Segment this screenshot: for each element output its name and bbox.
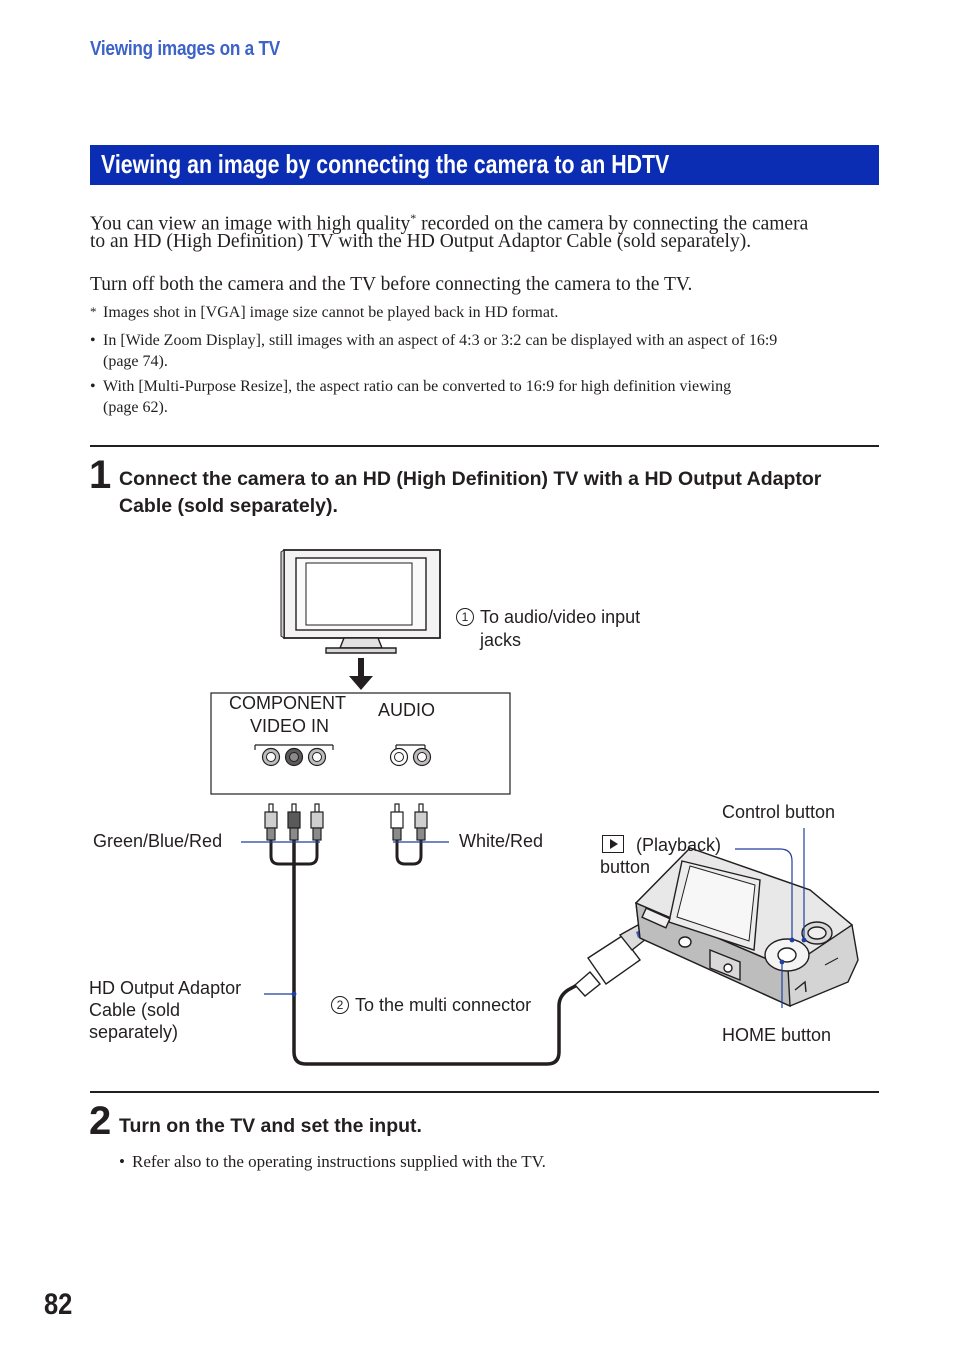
home-button-label: HOME button bbox=[722, 1025, 832, 1045]
white-red-label: White/Red bbox=[459, 831, 544, 851]
hd-cable-label-line1: HD Output Adaptor bbox=[89, 978, 242, 998]
bullet-mark: • bbox=[90, 332, 96, 349]
component-label-line1: COMPONENT bbox=[229, 693, 346, 713]
step1-heading-line2: Cable (sold separately). bbox=[119, 495, 338, 517]
camera-illustration bbox=[636, 848, 858, 1006]
footnote-text: Images shot in [VGA] image size cannot be played back in HD format. bbox=[103, 304, 559, 321]
callout-audio-video-jacks-line2: jacks bbox=[480, 630, 522, 650]
playback-icon bbox=[602, 835, 624, 853]
multi-connector-plug bbox=[575, 925, 646, 996]
callout-multi-connector bbox=[331, 994, 531, 1016]
section-title: Viewing an image by connecting the camera to an HDTV bbox=[101, 149, 670, 179]
audio-label: AUDIO bbox=[378, 700, 436, 720]
playback-button-label bbox=[602, 834, 721, 856]
hd-output-cable bbox=[271, 840, 590, 1064]
callout-audio-video-jacks bbox=[456, 606, 640, 628]
rca-plugs bbox=[265, 804, 427, 840]
step2-divider bbox=[90, 1091, 879, 1093]
page-number: 82 bbox=[44, 1288, 73, 1321]
running-head: Viewing images on a TV bbox=[90, 38, 280, 60]
down-arrow-icon bbox=[349, 658, 373, 690]
step1-number: 1 bbox=[89, 453, 112, 497]
callout-text: To audio/video input bbox=[480, 607, 641, 627]
callout-number-1: 1 bbox=[456, 608, 474, 626]
bullet2-line1: With [Multi-Purpose Resize], the aspect ratio can be converted to 16:9 for high definition viewing bbox=[103, 378, 732, 395]
callout-number-2: 2 bbox=[331, 996, 349, 1014]
component-label-line2: VIDEO IN bbox=[250, 716, 330, 736]
intro-text: recorded on the camera by connecting the camera bbox=[416, 213, 809, 235]
playback-text: (Playback) bbox=[636, 835, 722, 855]
callout-text: To the multi connector bbox=[355, 995, 532, 1015]
power-off-note: Turn off both the camera and the TV before connecting the camera to the TV. bbox=[90, 274, 693, 295]
tv-illustration bbox=[281, 550, 440, 653]
playback-button-label-line2: button bbox=[600, 857, 651, 877]
bullet-mark: • bbox=[119, 1152, 125, 1171]
hd-cable-label-line2: Cable (sold bbox=[89, 1000, 181, 1020]
step2-heading: Turn on the TV and set the input. bbox=[119, 1115, 422, 1137]
footnote-ref: * bbox=[410, 211, 417, 225]
step1-heading-line1: Connect the camera to an HD (High Definition) TV with a HD Output Adaptor bbox=[119, 468, 822, 490]
bullet2-line2: (page 62). bbox=[103, 399, 168, 416]
intro-paragraph-line2: to an HD (High Definition) TV with the HD Output Adaptor Cable (sold separately). bbox=[90, 231, 752, 252]
bullet1-line1: In [Wide Zoom Display], still images with an aspect of 4:3 or 3:2 can be displayed with an aspect of 16:9 bbox=[103, 332, 778, 349]
footnote-mark: * bbox=[90, 304, 97, 319]
intro-text: You can view an image with high quality bbox=[90, 213, 411, 235]
hd-cable-label-line3: separately) bbox=[89, 1022, 179, 1042]
control-button-label: Control button bbox=[722, 802, 836, 822]
bullet1-line2: (page 74). bbox=[103, 353, 168, 370]
green-blue-red-label: Green/Blue/Red bbox=[93, 831, 223, 851]
step2-bullet: Refer also to the operating instructions supplied with the TV. bbox=[132, 1152, 546, 1171]
step2-number: 2 bbox=[89, 1099, 112, 1143]
bullet-mark: • bbox=[90, 378, 96, 395]
